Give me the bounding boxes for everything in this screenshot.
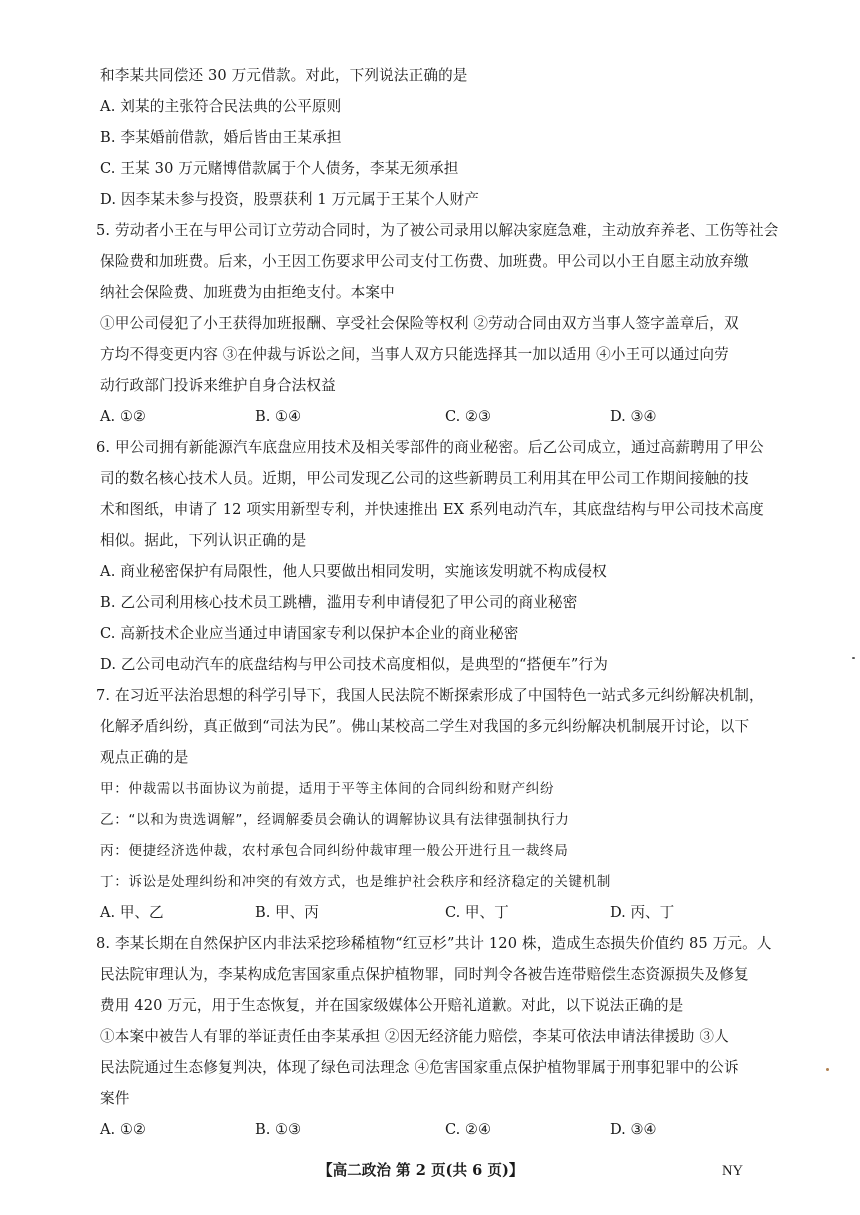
q5-options xyxy=(100,407,760,427)
q6-stem-line: 6. 甲公司拥有新能源汽车底盘应用技术及相关零部件的商业秘密。后乙公司成立，通过高薪聘用了甲公 xyxy=(96,439,764,456)
q5-option-d: D. ③④ xyxy=(610,408,657,425)
q5-statement-line: 方均不得变更内容 ③在仲裁与诉讼之间，当事人双方只能选择其一加以适用 ④小王可以通过向劳 xyxy=(100,346,729,363)
q5-stem-line: 5. 劳动者小王在与甲公司订立劳动合同时，为了被公司录用以解决家庭急难，主动放弃养老、工伤等社会 xyxy=(96,222,779,239)
q7-stem-line: 观点正确的是 xyxy=(100,749,189,766)
q7-view-yi: 乙：“以和为贵选调解”，经调解委员会确认的调解协议具有法律强制执行力 xyxy=(100,812,570,828)
q8-options xyxy=(100,1120,760,1140)
q8-statement-line: 民法院通过生态修复判决，体现了绿色司法理念 ④危害国家重点保护植物罪属于刑事犯罪中的公诉 xyxy=(100,1059,739,1076)
q7-view-bing: 丙：便捷经济选仲裁，农村承包合同纠纷仲裁审理一般公开进行且一裁终局 xyxy=(100,843,569,859)
q8-stem-line: 费用 420 万元，用于生态恢复，并在国家级媒体公开赔礼道歉。对此，以下说法正确的是 xyxy=(100,997,684,1014)
q5-option-c: C. ②③ xyxy=(445,408,492,425)
q8-option-d: D. ③④ xyxy=(610,1121,657,1138)
q6-option-d: D. 乙公司电动汽车的底盘结构与甲公司技术高度相似，是典型的“搭便车”行为 xyxy=(100,656,608,673)
q7-option-c: C. 甲、丁 xyxy=(445,904,509,921)
q6-option-a: A. 商业秘密保护有局限性，他人只要做出相同发明，实施该发明就不构成侵权 xyxy=(100,563,607,580)
q8-option-a: A. ①② xyxy=(100,1121,146,1138)
q7-option-d: D. 丙、丁 xyxy=(610,904,675,921)
scan-speck xyxy=(852,657,855,659)
q4-option-b: B. 李某婚前借款，婚后皆由王某承担 xyxy=(100,129,342,146)
q5-stem-line: 纳社会保险费、加班费为由拒绝支付。本案中 xyxy=(100,284,395,301)
q4-stem-line: 和李某共同偿还 30 万元借款。对此，下列说法正确的是 xyxy=(100,67,468,84)
q8-option-c: C. ②④ xyxy=(445,1121,492,1138)
q7-options xyxy=(100,903,760,923)
q4-option-c: C. 王某 30 万元赌博借款属于个人债务，李某无须承担 xyxy=(100,160,459,177)
q8-stem-line: 民法院审理认为，李某构成危害国家重点保护植物罪，同时判令各被告连带赔偿生态资源损失及修复 xyxy=(100,966,749,983)
q8-statement-line: ①本案中被告人有罪的举证责任由李某承担 ②因无经济能力赔偿，李某可依法申请法律援助 ③人 xyxy=(100,1028,729,1045)
scan-speck xyxy=(826,1068,829,1071)
footer-code: NY xyxy=(722,1163,744,1179)
q5-statement-line: ①甲公司侵犯了小王获得加班报酬、享受社会保险等权利 ②劳动合同由双方当事人签字盖章后，双 xyxy=(100,315,739,332)
q7-option-b: B. 甲、丙 xyxy=(255,904,319,921)
q7-option-a: A. 甲、乙 xyxy=(100,904,164,921)
page-footer xyxy=(0,1160,860,1182)
q5-option-b: B. ①④ xyxy=(255,408,302,425)
q7-stem-line: 7. 在习近平法治思想的科学引导下，我国人民法院不断探索形成了中国特色一站式多元纠纷解决机制， xyxy=(96,687,764,704)
q8-stem-line: 8. 李某长期在自然保护区内非法采挖珍稀植物“红豆杉”共计 120 株，造成生态损失价值约 85 万元。人 xyxy=(96,935,772,952)
q6-stem-line: 司的数名核心技术人员。近期，甲公司发现乙公司的这些新聘员工利用其在甲公司工作期间接触的技 xyxy=(100,470,749,487)
q5-statement-line: 动行政部门投诉来维护自身合法权益 xyxy=(100,377,336,394)
q4-option-a: A. 刘某的主张符合民法典的公平原则 xyxy=(100,98,342,115)
q4-option-d: D. 因李某未参与投资，股票获利 1 万元属于王某个人财产 xyxy=(100,191,480,208)
q5-option-a: A. ①② xyxy=(100,408,146,425)
q6-option-c: C. 高新技术企业应当通过申请国家专利以保护本企业的商业秘密 xyxy=(100,625,519,642)
q8-option-b: B. ①③ xyxy=(255,1121,302,1138)
footer-page-label: 【高二政治 第 2 页(共 6 页)】 xyxy=(318,1162,524,1179)
q7-view-ding: 丁：诉讼是处理纠纷和冲突的有效方式，也是维护社会秩序和经济稳定的关键机制 xyxy=(100,874,611,890)
q7-stem-line: 化解矛盾纠纷，真正做到“司法为民”。佛山某校高二学生对我国的多元纠纷解决机制展开讨论，以下 xyxy=(100,718,750,735)
q7-view-jia: 甲：仲裁需以书面协议为前提，适用于平等主体间的合同纠纷和财产纠纷 xyxy=(100,781,555,797)
q8-statement-line: 案件 xyxy=(100,1090,130,1107)
q6-stem-line: 相似。据此，下列认识正确的是 xyxy=(100,532,307,549)
q5-stem-line: 保险费和加班费。后来，小王因工伤要求甲公司支付工伤费、加班费。甲公司以小王自愿主动放弃缴 xyxy=(100,253,749,270)
q6-option-b: B. 乙公司利用核心技术员工跳槽，滥用专利申请侵犯了甲公司的商业秘密 xyxy=(100,594,578,611)
q6-stem-line: 术和图纸，申请了 12 项实用新型专利，并快速推出 EX 系列电动汽车，其底盘结构与甲公司技术高度 xyxy=(100,501,764,518)
